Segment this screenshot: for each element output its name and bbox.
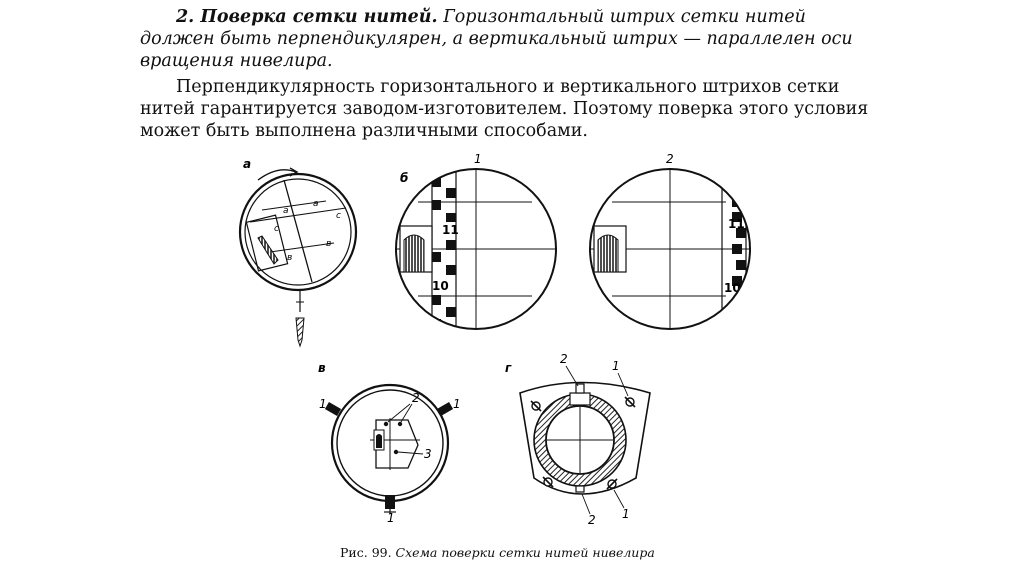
caption-title: Схема поверки сетки нитей нивелира <box>391 545 655 560</box>
mark-c-2: с <box>336 211 341 221</box>
paragraph-1-body: Горизонтальный штрих сетки нитей должен быть перпендикулярен, а вертикальный штрих — параллелен оси вращения нивелира. <box>140 7 853 71</box>
panel-v <box>318 361 461 525</box>
label-g-2-bottom: 2 <box>588 513 596 527</box>
mark-b-2: в <box>326 239 332 249</box>
label-3: 3 <box>424 447 432 461</box>
section-heading: 2. Поверка сетки нитей. <box>176 7 438 27</box>
staff-1-label-11: 11 <box>442 223 459 237</box>
mark-a-2: а <box>313 199 319 209</box>
panel-a <box>240 157 356 346</box>
panel-g-label: г <box>505 361 512 375</box>
label-g-1-bottom: 1 <box>622 507 630 521</box>
mark-a-1: а <box>283 206 289 216</box>
panel-b <box>396 152 750 335</box>
caption-prefix: Рис. 99. <box>340 545 392 560</box>
figure-caption <box>340 545 655 560</box>
label-2: 2 <box>412 391 420 405</box>
paragraph-2: Перпендикулярность горизонтального и вертикального штрихов сетки нитей гарантируется заводом-изготовителем. Поэтому поверка этого условия может быть выполнена различными способами. <box>140 77 869 141</box>
target-mark <box>258 236 278 264</box>
label-g-1-top: 1 <box>612 359 620 373</box>
label-1-right: 1 <box>453 397 461 411</box>
staff-2-label-11: 11 <box>728 217 745 231</box>
mark-b-1: в <box>287 253 293 263</box>
label-1-left: 1 <box>319 397 327 411</box>
view-1 <box>396 165 556 335</box>
panel-g <box>505 352 650 527</box>
view-1-label: 1 <box>474 152 482 166</box>
mark-c-1: с <box>274 224 279 234</box>
label-1-bottom: 1 <box>387 511 395 525</box>
bottom-pin <box>576 486 584 492</box>
panel-v-label: в <box>318 361 326 375</box>
staff-2-label-10: 10 <box>724 281 741 295</box>
top-notch <box>570 393 590 405</box>
screw-bottom <box>385 495 395 509</box>
panel-a-label: а <box>243 157 252 171</box>
staff-1-label-10: 10 <box>432 279 449 293</box>
label-g-2-top: 2 <box>560 352 568 366</box>
view-2 <box>590 165 750 335</box>
plumb-bob <box>296 318 304 346</box>
view-2-label: 2 <box>666 152 674 166</box>
panel-b-label: б <box>400 171 409 185</box>
